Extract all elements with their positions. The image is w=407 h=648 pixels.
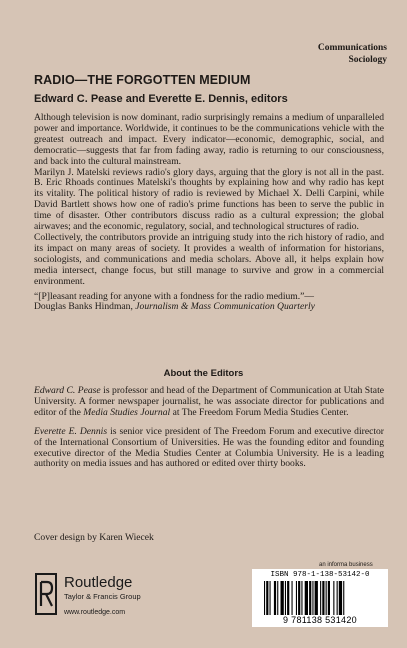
isbn-barcode xyxy=(252,569,388,627)
publisher-name: Routledge xyxy=(64,574,133,591)
about-editors-heading: About the Editors xyxy=(163,368,244,379)
category-line-2: Sociology xyxy=(348,55,387,65)
blurb-paragraph-1: Although television is now dominant, radio surprisingly remains a medium of unparalleled power and importance. Worldwide, it continues to be the communications vehicle with the greatest outreach and impact. Every indicator—economic, demographic, social, and democratic—suggests that far from fading away, radio is returning to our consciousness, and back into the cultural mainstream. xyxy=(34,112,384,167)
barcode-bar xyxy=(296,581,297,615)
review-quote xyxy=(34,292,384,314)
pease-bio-text-2: at The Freedom Forum Media Studies Center. xyxy=(170,406,349,418)
pease-bio-text-1: is professor and head of the Department of Communication at Utah State University. A former newspaper journalist, he was associate director for publications and editor of the xyxy=(34,385,384,418)
cover-design-credit: Cover design by Karen Wiecek xyxy=(34,532,154,543)
barcode-bars xyxy=(264,581,376,615)
subject-category xyxy=(318,42,387,66)
quote-author: Douglas Banks Hindman, xyxy=(34,301,136,313)
book-title: RADIO—THE FORGOTTEN MEDIUM xyxy=(34,73,251,87)
barcode-bar xyxy=(298,581,300,615)
barcode-bar xyxy=(326,581,327,615)
dennis-bio-text: is senior vice president of The Freedom Forum and executive director of the International Consortium of Universities. He was the founding editor and founding executive director of the Media Studies Center at Columbia University. He is a leading authority on media issues and has authored or edited over thirty books. xyxy=(34,425,384,470)
barcode-bar xyxy=(320,581,321,615)
publisher-logo xyxy=(34,572,194,620)
dennis-bio xyxy=(34,427,384,471)
routledge-logo-icon xyxy=(34,572,58,616)
barcode-bar xyxy=(343,581,344,615)
barcode-bar xyxy=(328,581,330,615)
about-editors xyxy=(34,386,384,478)
barcode-bar xyxy=(277,581,278,615)
barcode-bar xyxy=(312,581,313,615)
publisher-url: www.routledge.com xyxy=(64,609,126,616)
barcode-bar xyxy=(305,581,308,615)
barcode-number: 9 781138 531420 xyxy=(283,615,357,625)
barcode-bar xyxy=(285,581,286,615)
barcode-bar xyxy=(270,581,271,615)
blurb-paragraph-3: Collectively, the contributors provide an intriguing study into the rich history of radio, and its impact on many areas of society. It provides a wealth of information for historians, sociologists, and communications and media scholars. Above all, it helps explain how media intersect, change focus, but still manage to survive and grow in a commercial environment. xyxy=(34,231,384,287)
barcode-bar xyxy=(264,581,265,615)
informa-tagline: an informa business xyxy=(319,562,373,568)
book-editors: Edward C. Pease and Everette E. Dennis, editors xyxy=(34,93,288,105)
pease-name: Edward C. Pease xyxy=(34,385,101,396)
barcode-bar xyxy=(333,581,334,615)
quote-text: “[P]leasant reading for anyone with a fondness for the radio medium.”— xyxy=(34,290,314,302)
blurb xyxy=(34,113,384,313)
barcode-bar xyxy=(281,581,284,615)
dennis-name: Everette E. Dennis xyxy=(34,425,108,437)
barcode-bar xyxy=(292,581,293,615)
barcode-bar xyxy=(337,581,338,615)
quote-source: Journalism & Mass Communication Quarterly xyxy=(135,301,315,313)
barcode-bar xyxy=(301,581,302,615)
barcode-bar xyxy=(274,581,276,615)
barcode-bar xyxy=(339,581,342,615)
publisher-group: Taylor & Francis Group xyxy=(64,592,141,601)
barcode-bar xyxy=(287,581,289,615)
barcode-bar xyxy=(315,581,318,615)
pease-journal: Media Studies Journal xyxy=(83,406,171,418)
barcode-bar xyxy=(309,581,311,615)
pease-bio xyxy=(34,386,384,419)
category-line-1: Communications xyxy=(317,43,387,53)
blurb-paragraph-2: Marilyn J. Matelski reviews radio's glory days, arguing that the glory is not all in the past. B. Eric Rhoads continues Matelski's thoughts by explaining how and why radio has kept its vitality. The political history of radio is reviewed by Michael X. Delli Carpini, while David Bartlett shows how one of radio's prime functions has been to serve the public in time of disaster. Other contributors discuss radio as a cultural expression; the global airwaves; and the economic, regulatory, social, and technological structures of radio. xyxy=(34,166,384,233)
isbn-label: ISBN 978-1-138-53142-0 xyxy=(270,571,370,579)
barcode-bar xyxy=(266,581,268,615)
barcode-bar xyxy=(322,581,324,615)
